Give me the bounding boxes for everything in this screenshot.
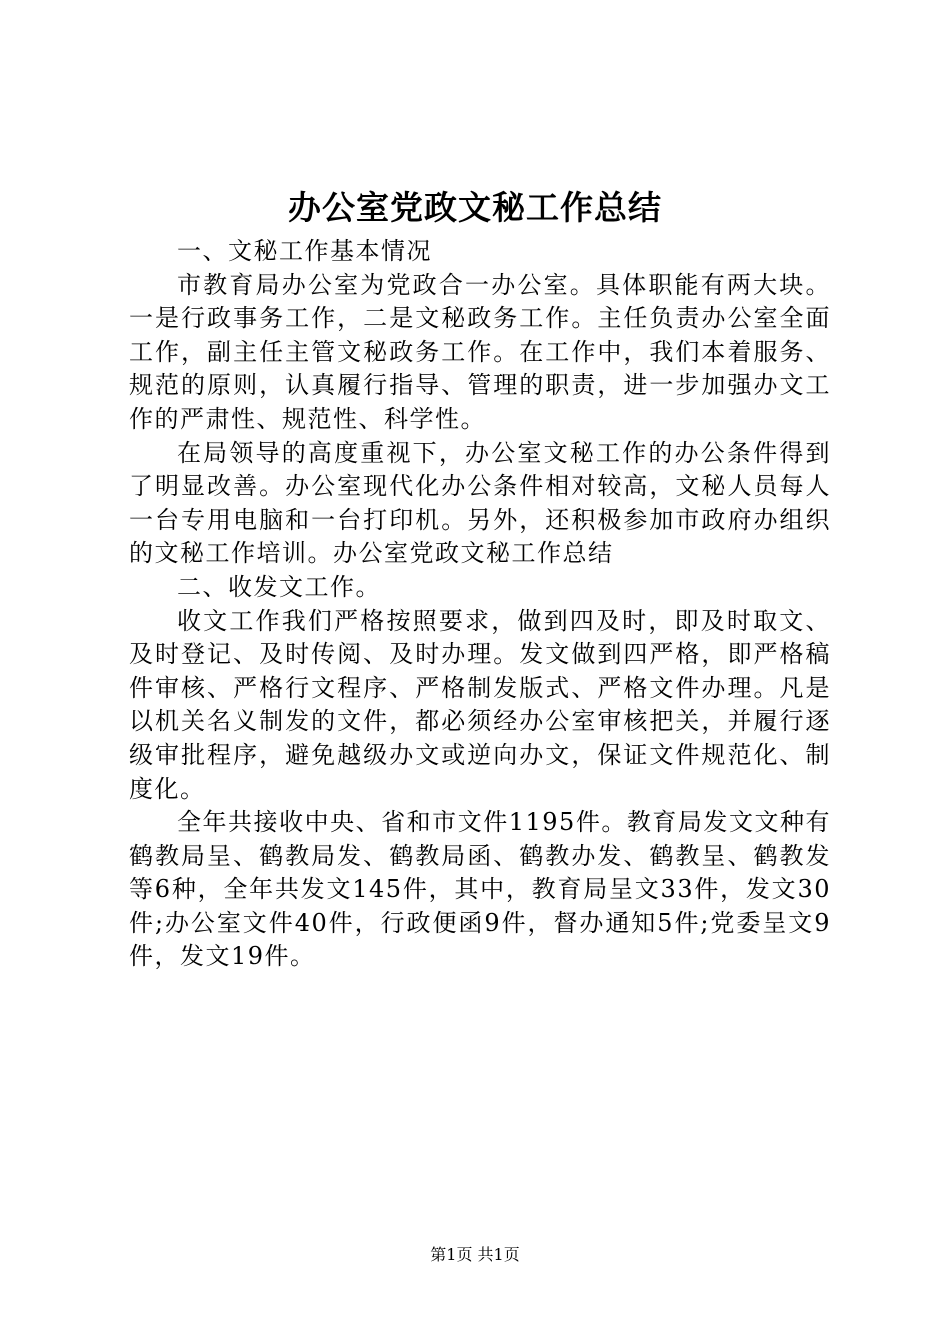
body-paragraph: 市教育局办公室为党政合一办公室。具体职能有两大块。一是行政事务工作，二是文秘政务工作。主任负责办公室全面工作，副主任主管文秘政务工作。在工作中，我们本着服务、规范的原则，认真履行指导、管理的职责，进一步加强办文工作的严肃性、规范性、科学性。 <box>129 270 831 433</box>
section-heading-2: 二、收发文工作。 <box>177 572 381 601</box>
body-paragraph: 收文工作我们严格按照要求，做到四及时，即及时取文、及时登记、及时传阅、及时办理。发文做到四严格，即严格稿件审核、严格行文程序、严格制发版式、严格文件办理。凡是以机关名义制发的文件，都必须经办公室审核把关，并履行逐级审批程序，避免越级办文或逆向办文，保证文件规范化、制度化。 <box>129 606 831 803</box>
document-title: 办公室党政文秘工作总结 <box>288 188 662 227</box>
body-paragraph: 全年共接收中央、省和市文件1195件。教育局发文文种有鹤教局呈、鹤教局发、鹤教局函、鹤教办发、鹤教呈、鹤教发等6种，全年共发文145件，其中，教育局呈文33件，发文30件;办公室文件40件，行政便函9件，督办通知5件;党委呈文9件，发文19件。 <box>129 808 831 971</box>
body-paragraph: 在局领导的高度重视下，办公室文秘工作的办公条件得到了明显改善。办公室现代化办公条件相对较高，文秘人员每人一台专用电脑和一台打印机。另外，还积极参加市政府办组织的文秘工作培训。办公室党政文秘工作总结 <box>129 438 831 568</box>
section-heading-1: 一、文秘工作基本情况 <box>177 237 432 265</box>
document-body <box>129 235 831 974</box>
page-number-footer: 第1页 共1页 <box>430 1245 520 1264</box>
